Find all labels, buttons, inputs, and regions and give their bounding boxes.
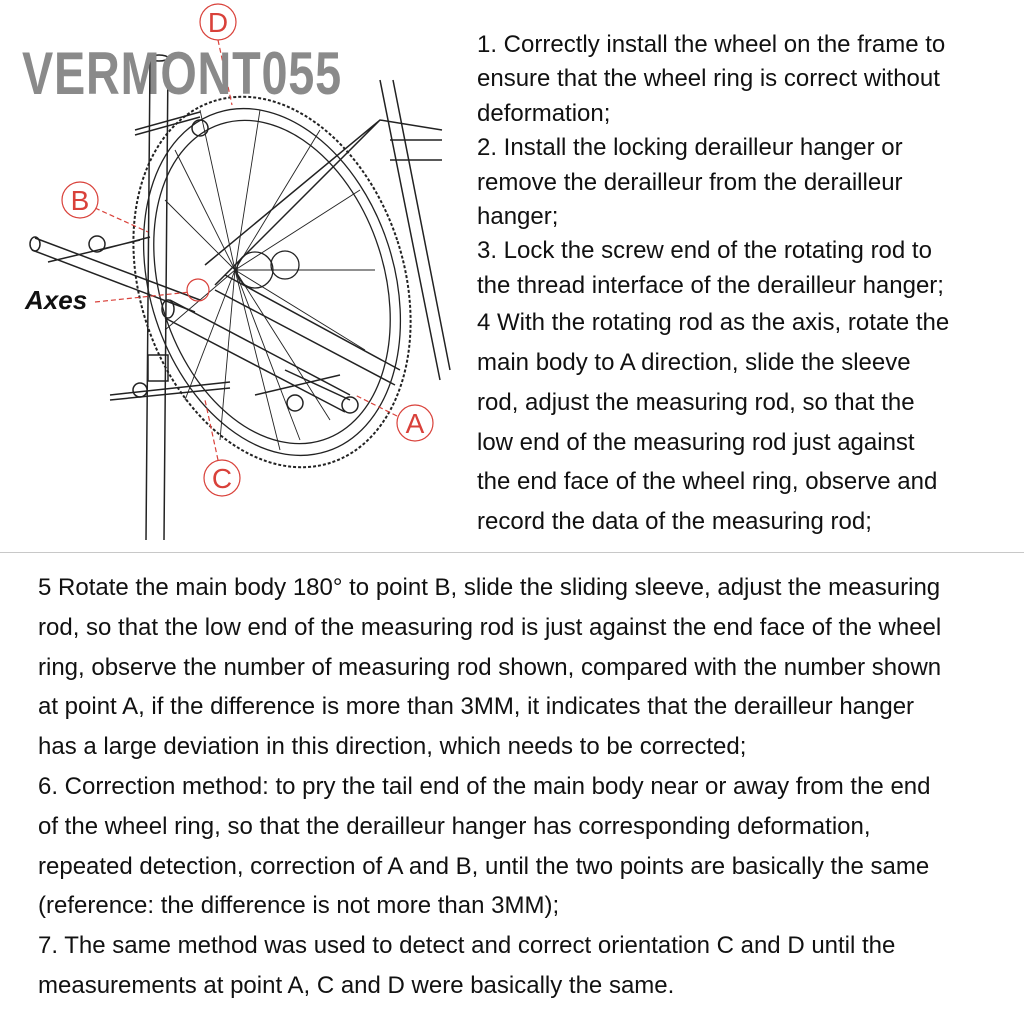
text-line: 4 With the rotating rod as the axis, rotate the — [477, 309, 950, 337]
rear-wheel — [88, 61, 457, 504]
text-line: main body to A direction, slide the sleeve — [477, 348, 911, 376]
text-line: at point A, if the difference is more than 3MM, it indicates that the derailleur hanger — [38, 693, 915, 721]
text-line: record the data of the measuring rod; — [477, 508, 872, 536]
text-line: measurements at point A, C and D were basically the same. — [38, 971, 675, 999]
instructions-steps-5-7 — [38, 568, 1023, 1006]
text-line: the end face of the wheel ring, observe and — [477, 468, 938, 496]
text-line: hanger; — [477, 202, 559, 230]
text-line: repeated detection, correction of A and B, until the two points are basically the same — [38, 852, 930, 880]
text-line: rod, so that the low end of the measuring rod is just against the end face of the wheel — [38, 613, 942, 641]
point-d-label: D — [207, 7, 229, 38]
text-line: 1. Correctly install the wheel on the frame to — [477, 31, 946, 58]
text-line: of the wheel ring, so that the derailleur hanger has corresponding deformation, — [38, 812, 871, 840]
bike-frame — [205, 80, 450, 385]
text-line: 5 Rotate the main body 180° to point B, slide the sliding sleeve, adjust the measuring — [38, 574, 941, 601]
text-line: 2. Install the locking derailleur hanger or — [477, 134, 903, 162]
point-a-label: A — [405, 408, 425, 439]
text-line: low end of the measuring rod just against — [477, 428, 915, 456]
text-line: 6. Correction method: to pry the tail end of the main body near or away from the end — [38, 772, 931, 800]
instructions-steps-1-4 — [477, 28, 1022, 542]
text-line: 7. The same method was used to detect and correct orientation C and D until the — [38, 932, 896, 960]
text-line: (reference: the difference is not more than 3MM); — [38, 892, 560, 920]
point-c-label: C — [211, 463, 233, 494]
text-line: the thread interface of the derailleur hanger; — [477, 271, 944, 299]
axes-label: Axes — [25, 285, 88, 315]
text-line: ensure that the wheel ring is correct without — [477, 65, 940, 93]
text-line: ring, observe the number of measuring rod shown, compared with the number shown — [38, 653, 942, 681]
axis-marker — [187, 279, 209, 301]
text-line: deformation; — [477, 99, 611, 127]
point-b-label: B — [70, 185, 90, 216]
watermark: VERMONT055 — [22, 40, 342, 107]
text-line: remove the derailleur from the derailleur — [477, 168, 903, 196]
text-line: 3. Lock the screw end of the rotating rod to — [477, 237, 932, 265]
section-divider — [0, 552, 1024, 553]
main-body — [162, 300, 358, 413]
text-line: has a large deviation in this direction, which needs to be corrected; — [38, 733, 747, 761]
text-line: rod, adjust the measuring rod, so that the — [477, 388, 915, 416]
